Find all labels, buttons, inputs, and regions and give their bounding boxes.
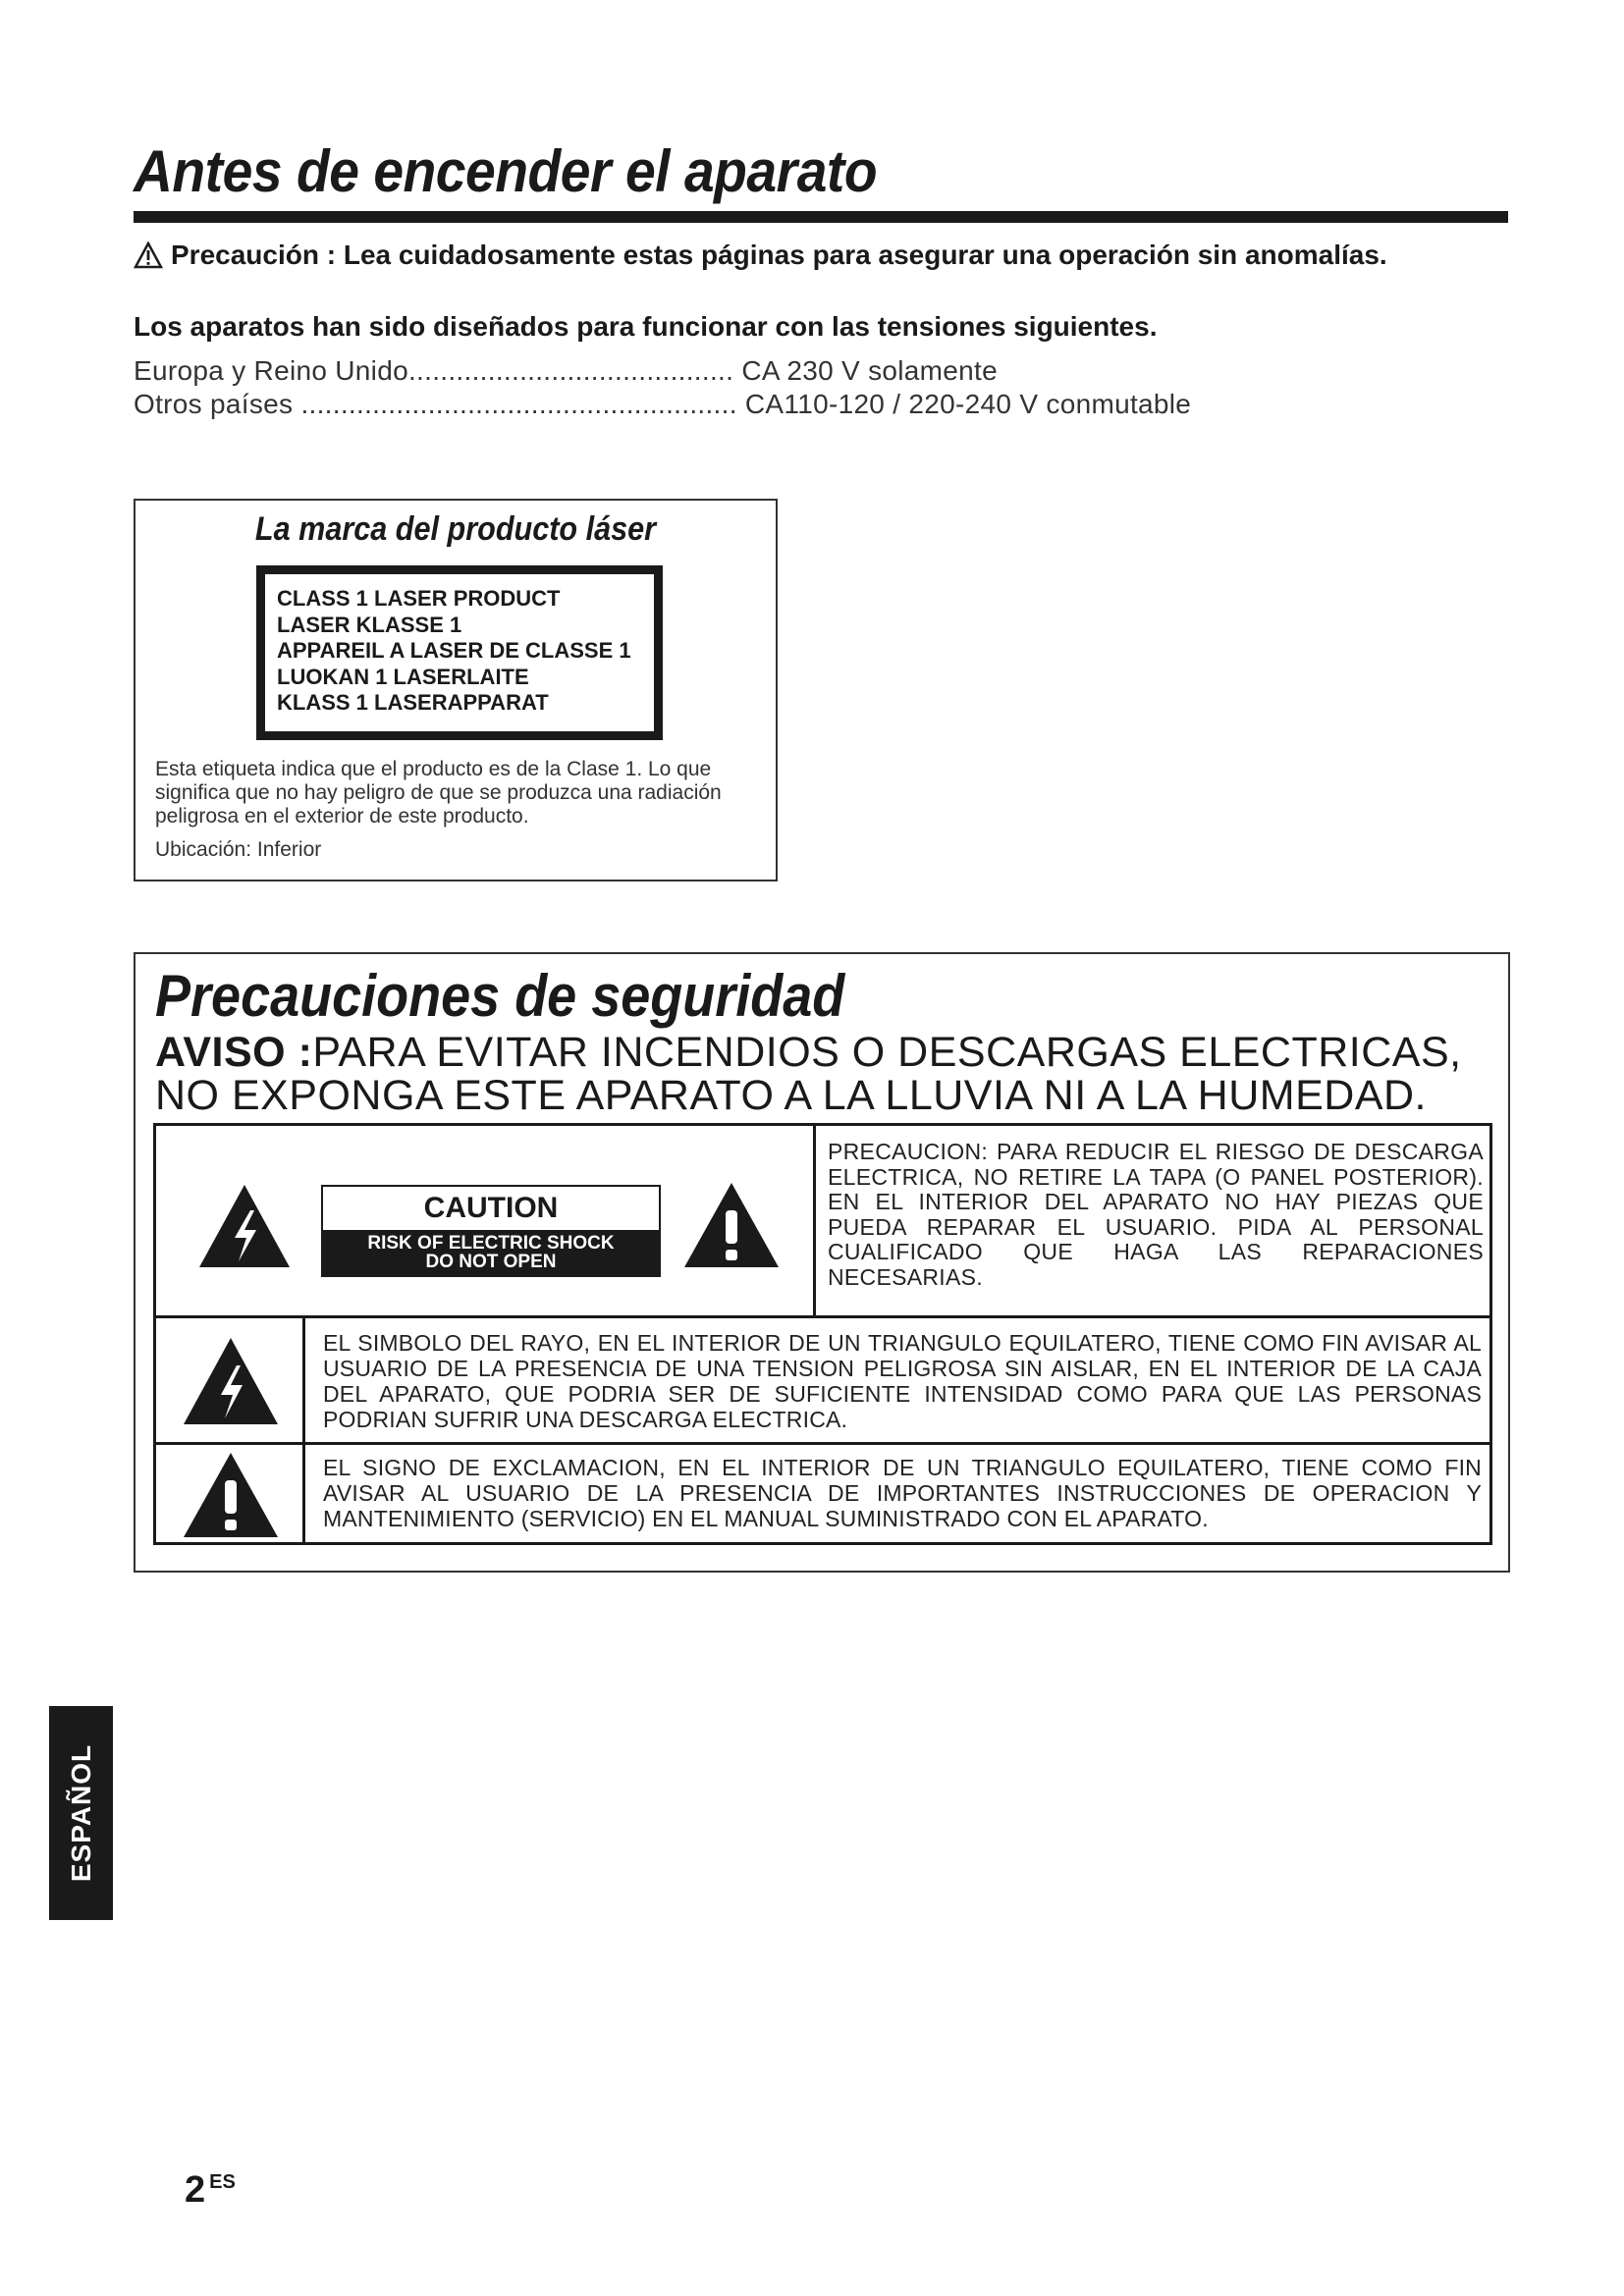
page-number-suffix: ES — [209, 2171, 236, 2194]
caution-label — [321, 1185, 661, 1277]
voltage-region: Otros países — [134, 389, 294, 419]
lightning-triangle-icon — [182, 1336, 280, 1426]
voltage-row — [134, 355, 998, 387]
laser-description: Esta etiqueta indica que el producto es de la Clase 1. Lo que significa que no hay peligro de que se produzca una radiación peligrosa en el exterior de este producto. — [155, 758, 722, 828]
laser-label-line: KLASS 1 LASERAPPARAT — [277, 690, 549, 715]
caution-band-line: RISK OF ELECTRIC SHOCK — [367, 1233, 615, 1254]
voltage-value: CA110-120 / 220-240 V conmutable — [744, 389, 1192, 419]
exclamation-triangle-icon — [682, 1181, 781, 1269]
voltage-row — [134, 389, 1191, 420]
safety-title: Precauciones de seguridad — [155, 963, 845, 1029]
language-tab-label: ESPAÑOL — [65, 1743, 96, 1883]
voltage-region: Europa y Reino Unido — [134, 355, 408, 386]
page-number-value: 2 — [185, 2169, 206, 2211]
caution-text: Precaución : Lea cuidadosamente estas páginas para asegurar una operación sin anomalías. — [171, 240, 1387, 270]
exclamation-explanation-text: EL SIGNO DE EXCLAMACION, EN EL INTERIOR DE UN TRIANGULO EQUILATERO, TIENE COMO FIN AVISAR AL USUARIO DE LA PRESENCIA DE IMPORTANTES INSTRUCCIONES DE OPERACION Y MANTENIMIENTO (SERVICIO) EN EL MANUAL SUMINISTRADO CON EL APARATO. — [323, 1455, 1482, 1531]
safety-section — [134, 952, 1510, 1573]
exclamation-triangle-icon — [182, 1451, 280, 1539]
lightning-icon-cell — [156, 1318, 305, 1442]
caution-band-line: DO NOT OPEN — [425, 1252, 557, 1272]
laser-mark-box — [134, 499, 778, 881]
safety-symbols-table — [153, 1123, 1492, 1545]
page-title: Antes de encender el aparato — [134, 138, 878, 204]
caution-notice — [134, 240, 1387, 271]
caution-band — [323, 1230, 659, 1275]
laser-label-line: LASER KLASSE 1 — [277, 612, 462, 637]
aviso-keyword: AVISO : — [155, 1029, 313, 1076]
voltage-value: CA 230 V solamente — [741, 355, 998, 386]
voltage-leader: ......................................... — [407, 355, 734, 386]
caution-word: CAUTION — [423, 1192, 559, 1224]
voltage-heading: Los aparatos han sido diseñados para funcionar con las tensiones siguientes. — [134, 311, 1158, 342]
exclamation-explanation-row — [156, 1445, 1489, 1542]
language-tab — [49, 1706, 113, 1920]
page-number — [185, 2169, 236, 2212]
lightning-explanation-row — [156, 1318, 1489, 1445]
lightning-triangle-icon — [197, 1183, 292, 1269]
voltage-leader: ....................................................... — [300, 389, 737, 419]
laser-box-title: La marca del producto láser — [254, 510, 657, 548]
title-rule — [134, 211, 1508, 223]
precaucion-text: PRECAUCION: PARA REDUCIR EL RIESGO DE DESCARGA ELECTRICA, NO RETIRE LA TAPA (O PANEL POSTERIOR). EN EL INTERIOR DEL APARATO NO HAY PIEZAS QUE PUEDA REPARAR EL USUARIO. PIDA AL PERSONAL CUALIFICADO QUE HAGA LAS REPARACIONES NECESARIAS. — [828, 1139, 1484, 1290]
aviso-warning — [155, 1030, 1462, 1075]
exclamation-icon-cell — [156, 1445, 305, 1542]
laser-label-line: LUOKAN 1 LASERLAITE — [277, 664, 529, 689]
laser-label-line: CLASS 1 LASER PRODUCT — [277, 586, 561, 611]
caution-label-cell — [156, 1126, 816, 1315]
laser-location: Ubicación: Inferior — [155, 838, 322, 861]
lightning-explanation-text: EL SIMBOLO DEL RAYO, EN EL INTERIOR DE UN TRIANGULO EQUILATERO, TIENE COMO FIN AVISAR AL USUARIO DE LA PRESENCIA DE UNA TENSION PELIGROSA SIN AISLAR, EN EL INTERIOR DE LA CAJA DEL APARATO, QUE PODRIA SER DE SUFICIENTE INTENSIDAD COMO PARA QUE LAS PERSONAS PODRIAN SUFRIR UNA DESCARGA ELECTRICA. — [323, 1330, 1482, 1432]
laser-label-line: APPAREIL A LASER DE CLASSE 1 — [277, 638, 631, 663]
aviso-text: PARA EVITAR INCENDIOS O DESCARGAS ELECTRICAS, — [312, 1029, 1462, 1076]
caution-label-row — [156, 1126, 1489, 1318]
laser-class-label — [256, 565, 663, 740]
warning-triangle-icon — [134, 241, 163, 269]
aviso-warning-continued: NO EXPONGA ESTE APARATO A LA LLUVIA NI A LA HUMEDAD. — [155, 1072, 1428, 1119]
